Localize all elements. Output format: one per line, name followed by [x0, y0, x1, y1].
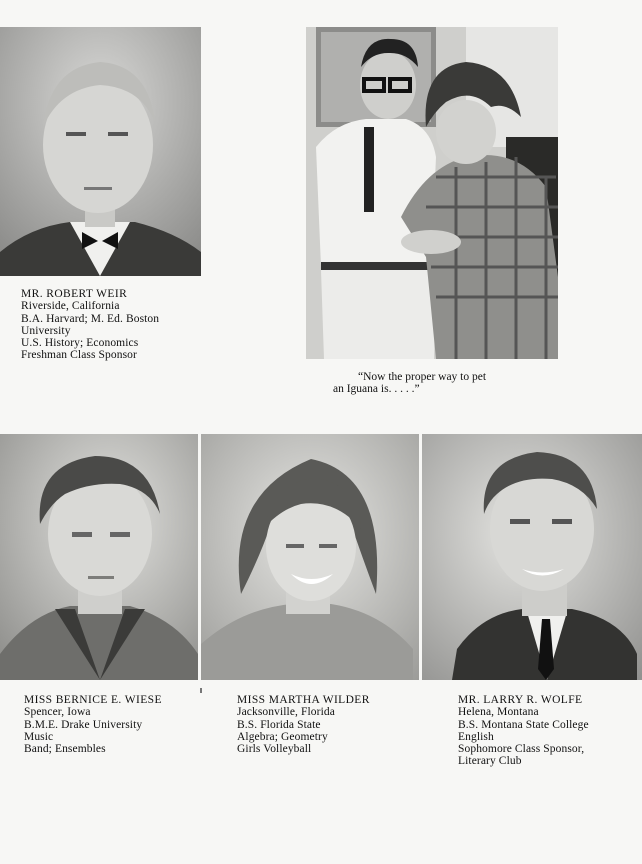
caption-line: Girls Volleyball [237, 743, 312, 756]
caption-line: University [21, 324, 71, 337]
portrait-robert-weir [0, 27, 201, 276]
caption-line: B.S. Florida State [237, 718, 321, 731]
caption-bernice-wiese [24, 694, 162, 755]
caption-line: B.A. Harvard; M. Ed. Boston [21, 312, 160, 325]
portrait-bernice-wiese [0, 434, 198, 680]
caption-line: Freshman Class Sponsor [21, 349, 137, 362]
caption-line: Music [24, 730, 54, 743]
caption-line: B.S. Montana State College [458, 718, 589, 731]
caption-line: Algebra; Geometry [237, 730, 328, 743]
caption-robert-weir [21, 288, 159, 362]
caption-line: Sophomore Class Sponsor, [458, 743, 585, 756]
caption-line: English [458, 730, 494, 743]
caption-line: Riverside, California [21, 300, 120, 313]
caption-line: “Now the proper way to pet [358, 371, 487, 383]
caption-line: Jacksonville, Florida [237, 706, 335, 719]
caption-line: Band; Ensembles [24, 743, 106, 756]
caption-larry-wolfe [458, 694, 589, 768]
caption-line: Spencer, Iowa [24, 706, 91, 719]
page-mark [200, 688, 202, 693]
caption-line: Helena, Montana [458, 706, 539, 719]
caption-line: Literary Club [458, 755, 522, 768]
portrait-larry-wolfe [422, 434, 642, 680]
candid-photo-iguana [306, 27, 558, 359]
caption-line: B.M.E. Drake University [24, 718, 143, 731]
caption-martha-wilder [237, 694, 370, 755]
teacher-name: MISS MARTHA WILDER [237, 694, 370, 706]
caption-line: U.S. History; Economics [21, 337, 139, 350]
teacher-name: MISS BERNICE E. WIESE [24, 694, 162, 706]
teacher-name: MR. ROBERT WEIR [21, 288, 128, 300]
teacher-name: MR. LARRY R. WOLFE [458, 694, 583, 706]
caption-line: an Iguana is. . . . .” [333, 383, 420, 396]
candid-caption [333, 371, 486, 396]
portrait-martha-wilder [201, 434, 419, 680]
